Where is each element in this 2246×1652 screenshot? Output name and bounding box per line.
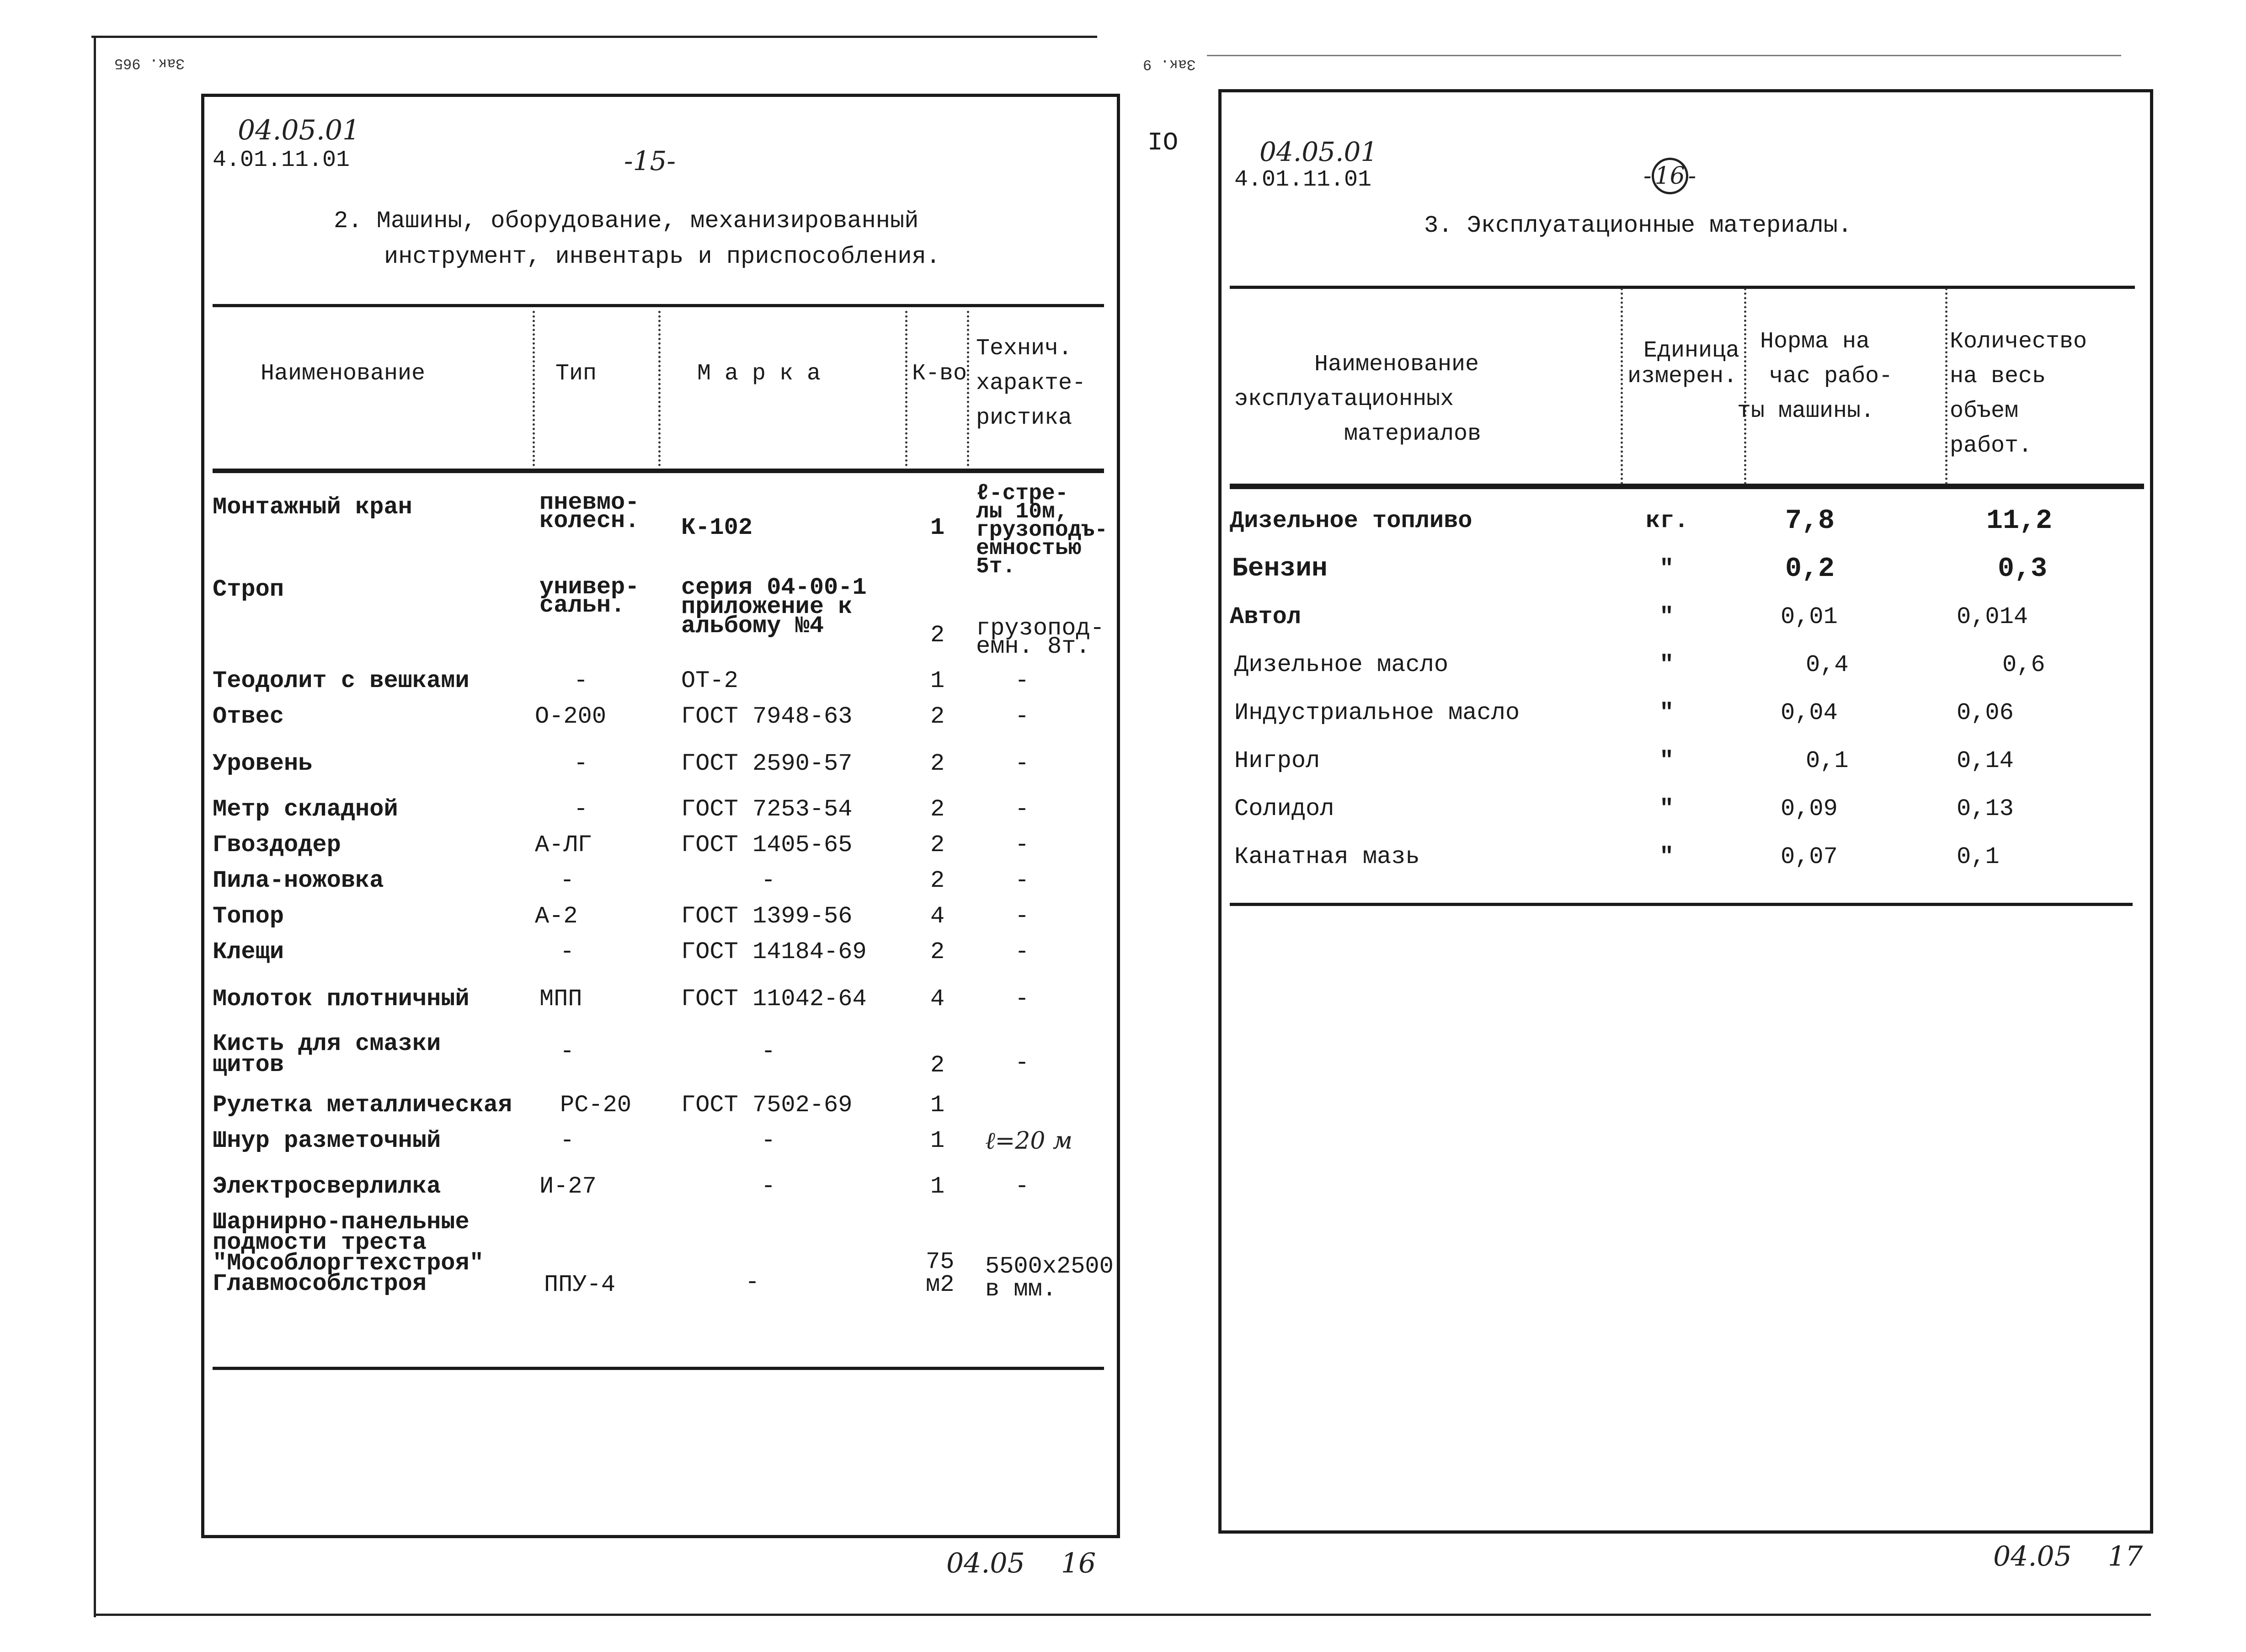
table-row-strop-brand: серия 04-00-1 приложение к альбому №4	[681, 574, 867, 639]
table-row: Теодолит с вешками - ОТ-2 1 -	[213, 667, 1030, 694]
table-row: Отвес О-200 ГОСТ 7948-63 2 -	[213, 703, 1030, 730]
table-row: Дизельное топливо кг. 7,8 11,2	[1230, 506, 2053, 537]
table-row: Нигрол " 0,1 0,14	[1234, 747, 2014, 774]
table-row: Гвоздодер А-ЛГ ГОСТ 1405-65 2 -	[213, 831, 1030, 858]
table-row: Пила-ножовка - - 2 -	[213, 867, 1030, 894]
table-row-crane-name: Монтажный кран	[213, 494, 412, 521]
right-header-rule	[1230, 484, 2144, 489]
table-row: Шнур разметочный - - 1 ℓ=20 м	[213, 1127, 1073, 1155]
right-page-number: - 16 -	[1643, 158, 1696, 194]
right-header-name: Наименование эксплуатационных материалов	[1234, 352, 1482, 447]
left-sheet-top-edge	[91, 36, 1097, 38]
right-col-divider	[1621, 288, 1623, 485]
table-row: Дизельное масло " 0,4 0,6	[1234, 651, 2045, 678]
bottom-sheet-edge	[94, 1614, 2151, 1616]
table-row: Канатная мазь " 0,07 0,1	[1234, 843, 2000, 870]
left-col-divider	[905, 311, 907, 466]
left-col-divider	[533, 311, 535, 466]
left-header-rule	[213, 469, 1104, 473]
side-number: IO	[1147, 128, 1179, 157]
right-header-total: Количество на весь объем работ.	[1950, 329, 2087, 459]
right-table-top-rule	[1230, 286, 2135, 289]
right-doc-code: 4.01.11.01	[1234, 167, 1372, 193]
right-header-norm: Норма на час рабо- ты машины.	[1737, 329, 1893, 424]
table-row: Клещи - ГОСТ 14184-69 2 -	[213, 938, 1030, 965]
left-page-number: -15-	[624, 145, 676, 176]
table-row: Рулетка металлическая РС-20 ГОСТ 7502-69 1	[213, 1092, 945, 1119]
left-header-name: Наименование	[261, 361, 426, 387]
table-row: Автол " 0,01 0,014	[1230, 603, 2028, 630]
table-row: Электросверлилка И-27 - 1 -	[213, 1173, 1030, 1200]
right-sheet-top-edge	[1207, 55, 2121, 56]
table-row-crane-qty: 1	[930, 514, 945, 541]
left-col-divider	[658, 311, 661, 466]
left-header-brand: М а р к а	[697, 361, 821, 387]
left-section-title	[334, 203, 940, 275]
left-header-qty: К-во	[912, 361, 967, 387]
right-col-divider	[1945, 288, 1947, 485]
right-footer-code: 04.05 17	[1993, 1540, 2143, 1572]
table-row: Индустриальное масло " 0,04 0,06	[1234, 699, 2014, 726]
left-title-line2: инструмент, инвентарь и приспособления.	[384, 243, 940, 270]
table-row-crane-type: пневмо- колесн.	[539, 489, 640, 534]
right-table-rows	[1230, 506, 2144, 894]
table-row-crane-tech: ℓ-стре- лы 10м, грузоподъ- емностью 5т.	[976, 481, 1108, 579]
right-table-bottom-rule	[1230, 903, 2133, 906]
table-row-strop-tech: грузопод- емн. 8т.	[976, 615, 1104, 660]
left-handwritten-code: 04.05.01	[238, 114, 360, 146]
table-row-strop-qty: 2	[930, 622, 945, 649]
left-footer-code: 04.05 16	[946, 1547, 1096, 1579]
table-row: Уровень - ГОСТ 2590-57 2 -	[213, 750, 1030, 777]
table-row-crane-brand: К-102	[681, 514, 753, 541]
table-row: Шарнирно-панельные подмости треста "Мособлоргтехстроя" Главмособлстроя ППУ-4 - 75 м2 5500х2500 в мм.	[213, 1209, 1114, 1303]
table-row: Кисть для смазки щитов - - 2 -	[213, 1030, 1030, 1079]
left-title-line1: 2. Машины, оборудование, механизированный	[334, 208, 919, 234]
table-row: Бензин " 0,2 0,3	[1232, 554, 2048, 585]
left-simple-rows	[213, 667, 1118, 1303]
left-doc-code: 4.01.11.01	[213, 147, 350, 173]
left-header-tech: Технич. характе- ристика	[976, 336, 1086, 431]
left-col-divider	[967, 311, 969, 466]
left-order-stamp: Зак. 965	[114, 55, 185, 72]
right-order-stamp: Зак. 9	[1143, 56, 1196, 73]
table-row: Топор А-2 ГОСТ 1399-56 4 -	[213, 903, 1030, 930]
right-section-title: 3. Эксплуатационные материалы.	[1424, 212, 1852, 239]
left-header-type: Тип	[555, 361, 597, 387]
left-table-top-rule	[213, 304, 1104, 307]
left-table-bottom-rule	[213, 1367, 1104, 1370]
table-row-strop-type: универ- сальн.	[539, 574, 640, 619]
right-header-unit: Единица измерен.	[1627, 338, 1740, 389]
right-handwritten-code: 04.05.01	[1259, 136, 1378, 167]
left-sheet-left-edge	[94, 36, 96, 1617]
table-row: Метр складной - ГОСТ 7253-54 2 -	[213, 796, 1030, 823]
table-row: Молоток плотничный МПП ГОСТ 11042-64 4 -	[213, 986, 1030, 1013]
table-row: Солидол " 0,09 0,13	[1234, 795, 2014, 822]
table-row-strop-name: Строп	[213, 576, 284, 603]
